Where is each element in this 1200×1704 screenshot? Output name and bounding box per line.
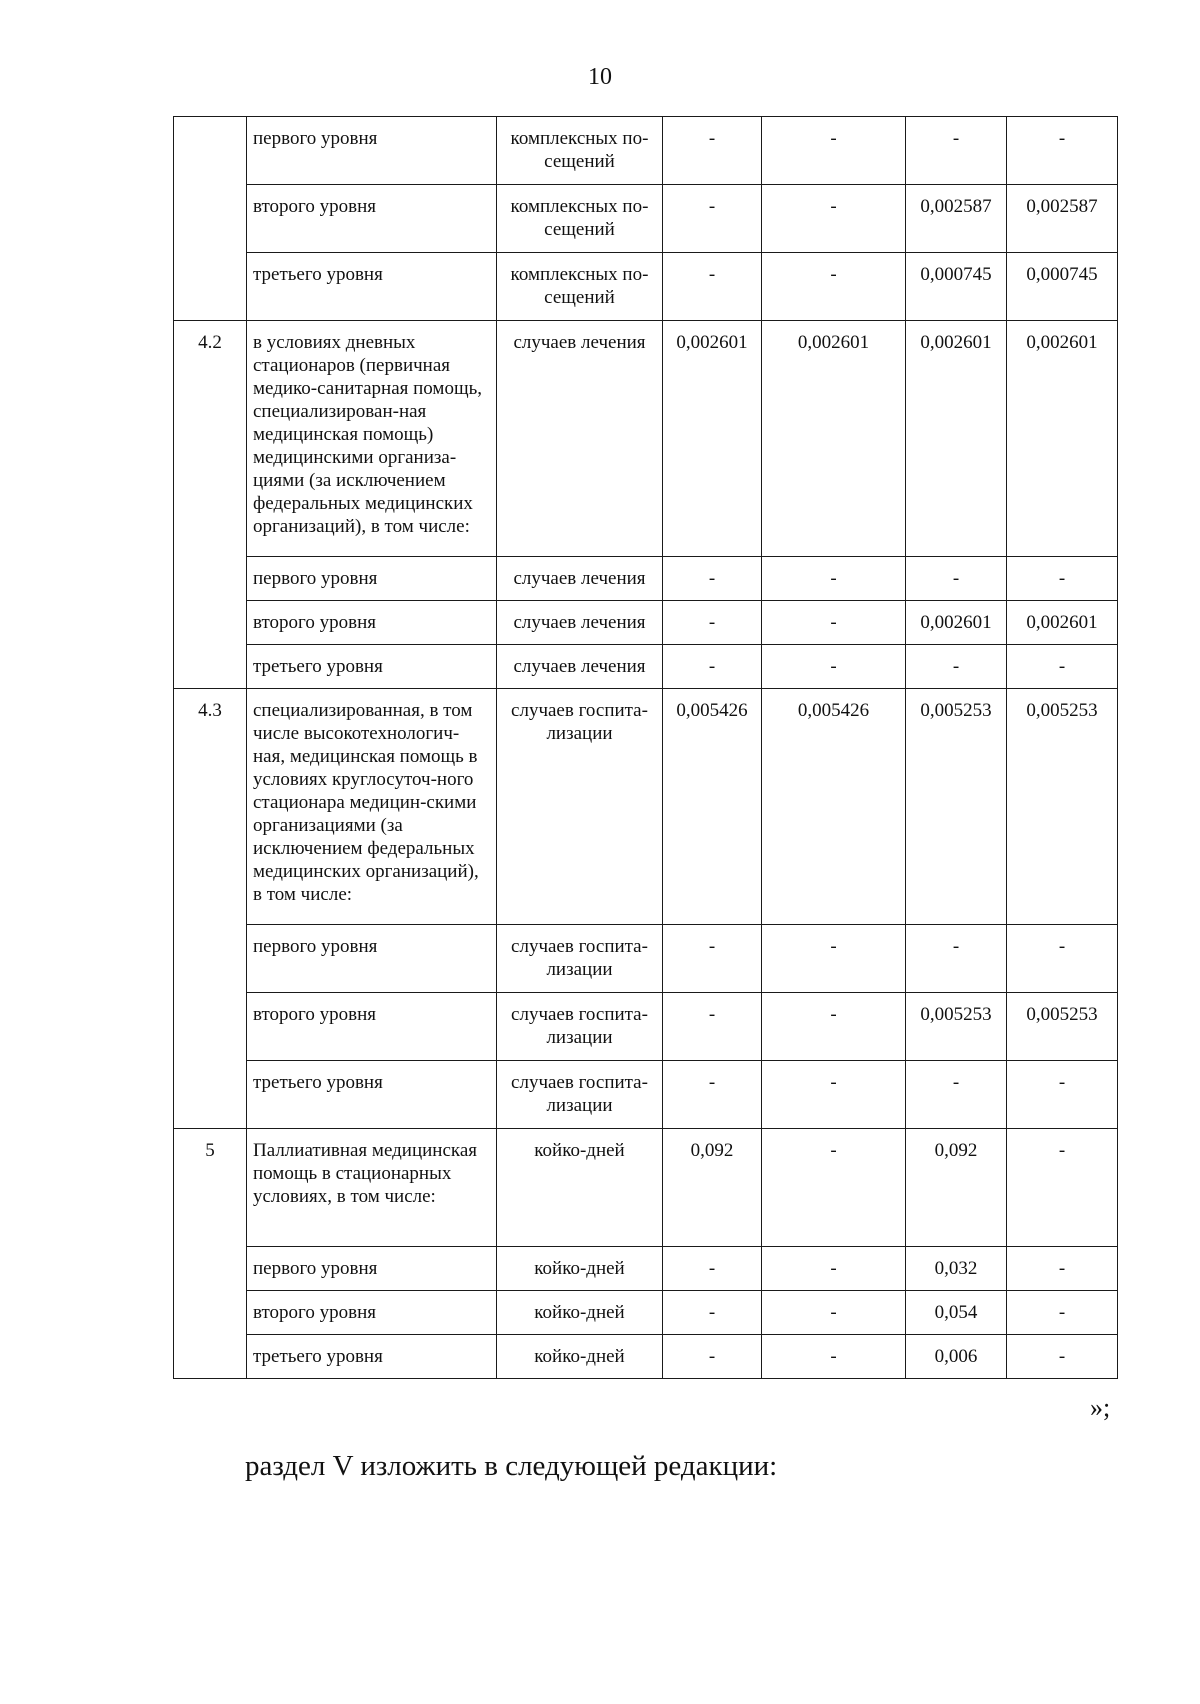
indicator-name-cell: второго уровня (247, 185, 497, 253)
row-number-cell: 4.3 (174, 689, 247, 1129)
value-cell-4: 0,002587 (1007, 185, 1118, 253)
value-cell-1: - (663, 1291, 762, 1335)
value-cell-2: - (762, 1129, 906, 1247)
indicator-name-cell: второго уровня (247, 601, 497, 645)
table-row (174, 601, 1118, 645)
table-row (174, 689, 1118, 925)
value-cell-2: 0,005426 (762, 689, 906, 925)
table-row (174, 1247, 1118, 1291)
unit-cell: койко-дней (497, 1247, 663, 1291)
value-cell-3: 0,092 (906, 1129, 1007, 1247)
value-cell-3: 0,005253 (906, 993, 1007, 1061)
value-cell-3: 0,054 (906, 1291, 1007, 1335)
value-cell-1: 0,005426 (663, 689, 762, 925)
row-number-cell: 5 (174, 1129, 247, 1379)
value-cell-1: - (663, 117, 762, 185)
section-heading-text: раздел V изложить в следующей редакции: (245, 1450, 778, 1482)
unit-cell: случаев лечения (497, 557, 663, 601)
unit-cell: койко-дней (497, 1291, 663, 1335)
indicator-name-cell: первого уровня (247, 925, 497, 993)
value-cell-4: - (1007, 645, 1118, 689)
value-cell-1: - (663, 925, 762, 993)
indicator-name-cell: второго уровня (247, 1291, 497, 1335)
value-cell-1: - (663, 185, 762, 253)
unit-cell: комплексных по-сещений (497, 185, 663, 253)
indicator-name-cell: первого уровня (247, 557, 497, 601)
value-cell-1: - (663, 557, 762, 601)
value-cell-2: - (762, 185, 906, 253)
indicator-name-cell: в условиях дневных стационаров (первичная медико-санитарная помощь, специализирован-ная медицинская помощь) медицинскими организа-циями (за исключением федеральных медицинских организаций), в том числе: (247, 321, 497, 557)
value-cell-3: 0,032 (906, 1247, 1007, 1291)
indicator-name-cell: третьего уровня (247, 1335, 497, 1379)
indicator-name-cell: специализированная, в том числе высокотехнологич-ная, медицинская помощь в условиях круглосуточ-ного стационара медицин-скими организациями (за исключением федеральных медицинских организаций), в том числе: (247, 689, 497, 925)
table-row (174, 117, 1118, 185)
table-row (174, 557, 1118, 601)
value-cell-3: 0,002587 (906, 185, 1007, 253)
value-cell-4: - (1007, 1247, 1118, 1291)
value-cell-1: - (663, 601, 762, 645)
row-number-cell (174, 117, 247, 321)
value-cell-2: - (762, 253, 906, 321)
data-table (173, 116, 1118, 1379)
value-cell-3: 0,006 (906, 1335, 1007, 1379)
value-cell-2: - (762, 993, 906, 1061)
page-number: 10 (588, 64, 612, 90)
value-cell-4: - (1007, 1129, 1118, 1247)
indicator-name-cell: третьего уровня (247, 645, 497, 689)
unit-cell: случаев лечения (497, 645, 663, 689)
value-cell-3: 0,000745 (906, 253, 1007, 321)
value-cell-2: - (762, 1335, 906, 1379)
table-row (174, 253, 1118, 321)
value-cell-3: - (906, 557, 1007, 601)
value-cell-1: - (663, 645, 762, 689)
value-cell-1: - (663, 993, 762, 1061)
value-cell-2: - (762, 925, 906, 993)
indicator-name-cell: первого уровня (247, 1247, 497, 1291)
table-row (174, 1291, 1118, 1335)
value-cell-1: - (663, 1061, 762, 1129)
value-cell-2: - (762, 557, 906, 601)
value-cell-4: - (1007, 557, 1118, 601)
table-row (174, 185, 1118, 253)
value-cell-2: - (762, 1291, 906, 1335)
value-cell-4: - (1007, 1291, 1118, 1335)
value-cell-3: - (906, 117, 1007, 185)
table-row (174, 1061, 1118, 1129)
value-cell-2: 0,002601 (762, 321, 906, 557)
unit-cell: случаев госпита-лизации (497, 689, 663, 925)
value-cell-3: - (906, 1061, 1007, 1129)
value-cell-2: - (762, 117, 906, 185)
indicator-name-cell: Паллиативная медицинская помощь в стационарных условиях, в том числе: (247, 1129, 497, 1247)
value-cell-1: 0,002601 (663, 321, 762, 557)
value-cell-4: 0,002601 (1007, 601, 1118, 645)
value-cell-2: - (762, 601, 906, 645)
value-cell-3: 0,005253 (906, 689, 1007, 925)
table-row (174, 993, 1118, 1061)
row-number-cell: 4.2 (174, 321, 247, 689)
unit-cell: случаев лечения (497, 321, 663, 557)
table-row (174, 321, 1118, 557)
value-cell-1: - (663, 1247, 762, 1291)
unit-cell: случаев госпита-лизации (497, 925, 663, 993)
unit-cell: комплексных по-сещений (497, 117, 663, 185)
value-cell-3: 0,002601 (906, 321, 1007, 557)
unit-cell: койко-дней (497, 1335, 663, 1379)
value-cell-3: - (906, 925, 1007, 993)
table-row (174, 1129, 1118, 1247)
unit-cell: койко-дней (497, 1129, 663, 1247)
indicator-name-cell: первого уровня (247, 117, 497, 185)
value-cell-2: - (762, 1247, 906, 1291)
table-row (174, 1335, 1118, 1379)
closing-quote: »; (1090, 1393, 1111, 1422)
value-cell-4: - (1007, 117, 1118, 185)
value-cell-2: - (762, 645, 906, 689)
indicator-name-cell: третьего уровня (247, 253, 497, 321)
value-cell-4: 0,005253 (1007, 993, 1118, 1061)
value-cell-3: - (906, 645, 1007, 689)
value-cell-1: - (663, 1335, 762, 1379)
value-cell-4: 0,005253 (1007, 689, 1118, 925)
unit-cell: случаев госпита-лизации (497, 1061, 663, 1129)
table-row (174, 645, 1118, 689)
unit-cell: случаев госпита-лизации (497, 993, 663, 1061)
value-cell-2: - (762, 1061, 906, 1129)
value-cell-1: 0,092 (663, 1129, 762, 1247)
value-cell-4: - (1007, 1061, 1118, 1129)
value-cell-4: 0,002601 (1007, 321, 1118, 557)
value-cell-1: - (663, 253, 762, 321)
value-cell-3: 0,002601 (906, 601, 1007, 645)
table-row (174, 925, 1118, 993)
indicator-name-cell: второго уровня (247, 993, 497, 1061)
value-cell-4: - (1007, 1335, 1118, 1379)
indicator-name-cell: третьего уровня (247, 1061, 497, 1129)
value-cell-4: - (1007, 925, 1118, 993)
unit-cell: комплексных по-сещений (497, 253, 663, 321)
value-cell-4: 0,000745 (1007, 253, 1118, 321)
unit-cell: случаев лечения (497, 601, 663, 645)
